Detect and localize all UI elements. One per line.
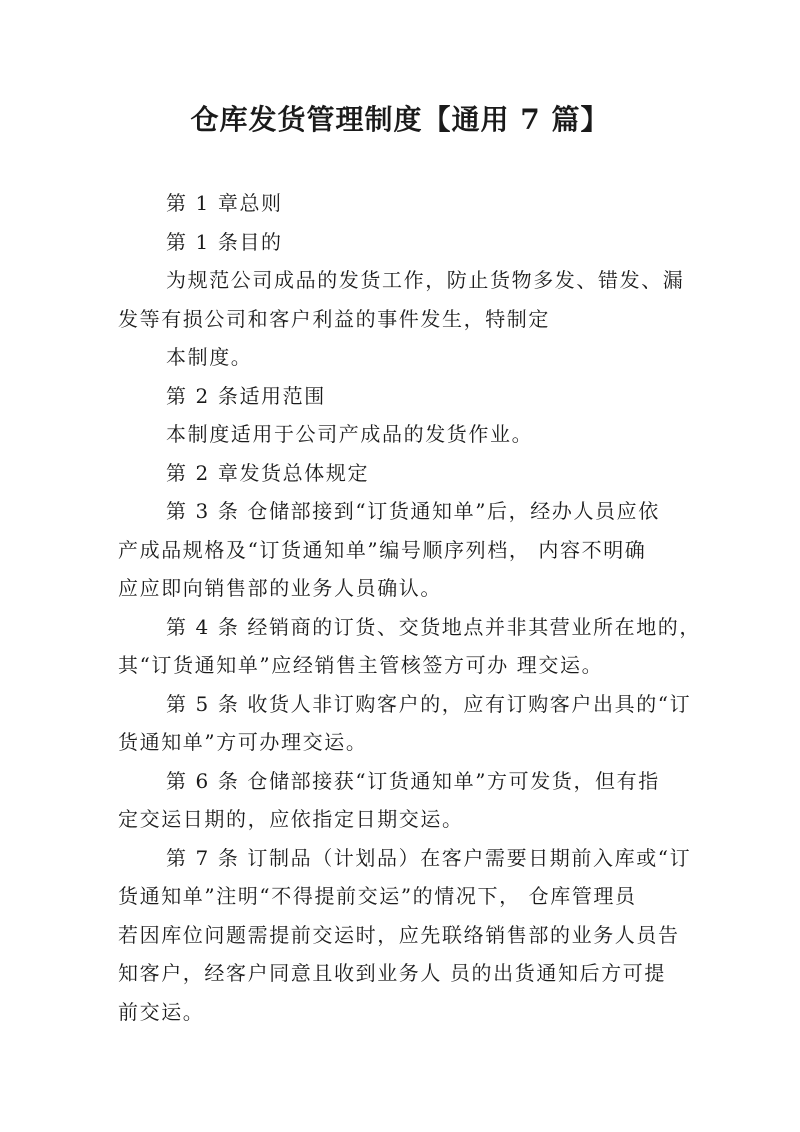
paragraph-line: 为规范公司成品的发货工作，防止货物多发、错发、漏 [166, 268, 685, 292]
paragraph-line: 应应即向销售部的业务人员确认。 [118, 576, 442, 600]
paragraph-line: 产成品规格及“订货通知单”编号顺序列档， 内容不明确 [118, 537, 647, 562]
paragraph-line: 其“订货通知单”应经销售主管核签方可办 理交运。 [118, 653, 604, 677]
paragraph-line: 第 4 条 经销商的订货、交货地点并非其营业所在地的， [166, 614, 701, 639]
paragraph-line: 本制度。 [166, 345, 253, 369]
paragraph-line: 第 6 条 仓储部接获“订货通知单”方可发货，但有指 [166, 768, 660, 793]
paragraph-line: 发等有损公司和客户利益的事件发生，特制定 [118, 306, 550, 331]
paragraph-line: 本制度适用于公司产成品的发货作业。 [166, 422, 534, 446]
chapter-heading: 第 2 章发货总体规定 [166, 460, 370, 485]
paragraph-line: 货通知单”方可办理交运。 [118, 730, 368, 754]
article-heading: 第 2 条适用范围 [166, 383, 326, 408]
paragraph-line: 第 7 条 订制品（计划品）在客户需要日期前入库或“订 [166, 845, 692, 870]
paragraph-line: 知客户，经客户同意且收到业务人 员的出货通知后方可提 [118, 961, 666, 985]
paragraph-line: 若因库位问题需提前交运时，应先联络销售部的业务人员告 [118, 922, 680, 947]
paragraph-line: 货通知单”注明“不得提前交运”的情况下， 仓库管理员 [118, 884, 637, 908]
chapter-heading: 第 1 章总则 [166, 191, 283, 215]
document-body [118, 184, 701, 1031]
paragraph-line: 前交运。 [118, 999, 205, 1024]
paragraph-line: 第 3 条 仓储部接到“订货通知单”后，经办人员应依 [166, 499, 660, 523]
paragraph-line: 定交运日期的，应依指定日期交运。 [118, 807, 464, 831]
article-heading: 第 1 条目的 [166, 229, 283, 254]
paragraph-line: 第 5 条 收货人非订购客户的，应有订购客户出具的“订 [166, 691, 692, 716]
document-title: 仓库发货管理制度【通用 7 篇】 [190, 103, 610, 136]
